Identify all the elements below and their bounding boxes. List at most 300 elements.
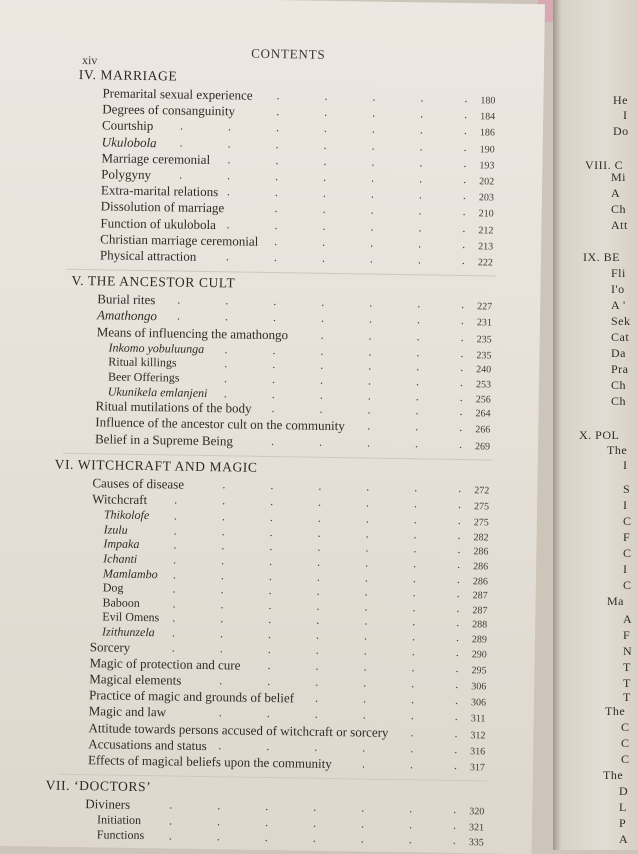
leader-dot: . xyxy=(271,372,276,387)
leader-dot: . xyxy=(176,308,181,323)
leader-dot: . xyxy=(224,342,228,357)
leader-dot: . xyxy=(463,139,467,154)
toc-entry-title: Influence of the ancestor cult on the community xyxy=(95,414,345,434)
leader-dot: . xyxy=(273,294,277,309)
leader-dot: . xyxy=(270,433,275,448)
leader-dot: . xyxy=(462,204,466,219)
leader-dot: . xyxy=(459,389,463,404)
facing-page-fragment: I'o xyxy=(611,282,625,296)
leader-dot: . xyxy=(322,202,326,217)
leader-dot: . xyxy=(320,327,324,342)
leader-dot: . xyxy=(216,829,220,844)
leader-dot: . xyxy=(463,123,468,138)
facing-page-fragment: S xyxy=(623,482,631,496)
facing-page-fragment: C xyxy=(621,736,630,750)
toc-page-number: 213 xyxy=(478,241,494,253)
leader-dot: . xyxy=(414,435,419,450)
toc-entry-title: Function of ukulobola xyxy=(100,214,217,232)
leader-dot: . xyxy=(364,570,369,585)
leader-dot: . xyxy=(454,725,458,740)
toc-page-number: 227 xyxy=(477,301,493,313)
facing-page-fragment: A xyxy=(619,832,629,846)
leader-dot: . xyxy=(408,832,412,847)
leader-dot: . xyxy=(419,171,423,186)
toc-entry-title: Impaka xyxy=(103,536,140,552)
leader-dot: . xyxy=(169,797,173,812)
leader-dot: . xyxy=(412,570,417,585)
facing-page-fragment: The xyxy=(603,768,624,782)
toc-entry-title: Ichanti xyxy=(103,551,138,566)
toc-entry-title: Sorcery xyxy=(89,638,131,655)
toc-page-number: 282 xyxy=(473,532,489,544)
leader-dot: . xyxy=(322,234,326,249)
toc-page-number: 316 xyxy=(470,745,486,758)
toc-entry-title: Dog xyxy=(102,580,124,595)
facing-page-fragment: T xyxy=(623,690,631,704)
toc-entry-title: Premarital sexual experience xyxy=(102,85,253,103)
leader-dot: . xyxy=(460,313,465,328)
leader-dot: . xyxy=(410,692,415,707)
toc-entry-title: Ritual mutilations of the body xyxy=(95,398,252,416)
leader-dot: . xyxy=(220,611,224,626)
leader-dot: . xyxy=(276,104,280,119)
leader-dot: . xyxy=(321,250,326,265)
leader-dot: . xyxy=(372,105,376,120)
leader-dot: . xyxy=(369,251,374,266)
toc-page-number: 184 xyxy=(480,111,496,123)
leader-dot: . xyxy=(267,657,271,672)
leader-dot: . xyxy=(460,329,464,344)
toc-page-number: 317 xyxy=(469,762,486,774)
facing-page-fragment: Ma xyxy=(607,594,624,608)
leader-dot: . xyxy=(274,233,278,248)
leader-dot: . xyxy=(218,738,222,753)
toc-page-number: 266 xyxy=(475,424,491,436)
facing-page-fragment: Ch xyxy=(611,394,627,408)
toc-page-number: 264 xyxy=(475,408,491,420)
leader-dot: . xyxy=(413,527,417,542)
facing-page-fragment: VIII. C xyxy=(585,158,624,172)
leader-dot: . xyxy=(317,540,321,555)
leader-dot: . xyxy=(227,168,231,183)
toc-entry-title: Practice of magic and grounds of belief xyxy=(88,687,295,706)
leader-dot: . xyxy=(418,203,422,218)
facing-page-fragment: A xyxy=(611,186,621,200)
facing-page-fragment: Do xyxy=(613,124,629,138)
toc-page-number: 320 xyxy=(469,806,485,818)
toc-entry-title: Amathongo xyxy=(96,307,158,324)
facing-page-fragment: L xyxy=(619,800,627,814)
leader-dot: . xyxy=(457,496,462,512)
leader-dot: . xyxy=(220,597,224,612)
leader-dot: . xyxy=(363,675,367,690)
leader-dot: . xyxy=(454,693,459,708)
leader-dot: . xyxy=(361,800,365,815)
leader-dot: . xyxy=(319,401,323,417)
toc-page-number: 321 xyxy=(468,822,485,834)
leader-dot: . xyxy=(368,358,372,373)
facing-page xyxy=(553,0,638,850)
leader-dot: . xyxy=(456,586,460,601)
leader-dot: . xyxy=(414,480,418,495)
toc-page-number: 287 xyxy=(472,590,488,602)
leader-dot: . xyxy=(269,524,273,539)
leader-dot: . xyxy=(420,106,424,121)
facing-page-fragment: C xyxy=(623,578,632,592)
leader-dot: . xyxy=(365,511,369,526)
toc-entry-title: Courtship xyxy=(101,117,154,134)
leader-dot: . xyxy=(456,615,460,630)
leader-dot: . xyxy=(225,293,229,308)
leader-dot: . xyxy=(168,813,173,828)
leader-dot: . xyxy=(219,673,223,688)
toc-entry-title: Thikolofe xyxy=(103,507,150,523)
toc-entry-title: Belief in a Supreme Being xyxy=(94,430,234,449)
leader-dot: . xyxy=(453,802,457,817)
leader-dot: . xyxy=(275,136,279,151)
leader-dot: . xyxy=(269,510,273,525)
toc-page-number: 212 xyxy=(478,224,494,237)
leader-dot: . xyxy=(218,705,222,720)
toc-entry-title: Functions xyxy=(96,827,145,843)
leader-dot: . xyxy=(217,798,221,813)
leader-dot: . xyxy=(460,360,464,375)
leader-dot: . xyxy=(172,581,176,596)
leader-dot: . xyxy=(179,135,183,150)
toc-entry-title: Causes of disease xyxy=(92,475,185,492)
leader-dot: . xyxy=(316,613,320,628)
toc-page-number: 235 xyxy=(476,350,492,362)
leader-dot: . xyxy=(266,706,270,721)
leader-dot: . xyxy=(370,219,374,234)
leader-dot: . xyxy=(179,118,184,133)
leader-dot: . xyxy=(316,598,320,613)
leader-dot: . xyxy=(264,815,269,830)
leader-dot: . xyxy=(216,814,221,829)
leader-dot: . xyxy=(415,419,419,434)
facing-page-fragment: T xyxy=(623,660,631,674)
leader-dot: . xyxy=(270,477,274,492)
leader-dot: . xyxy=(323,153,327,168)
leader-dot: . xyxy=(322,218,326,233)
leader-dot: . xyxy=(312,816,317,831)
facing-page-fragment: C xyxy=(621,720,630,734)
toc-page-number: 287 xyxy=(472,605,488,617)
leader-dot: . xyxy=(412,600,416,615)
leader-dot: . xyxy=(363,659,367,674)
leader-dot: . xyxy=(226,184,231,199)
leader-dot: . xyxy=(268,568,273,583)
toc-page-number: 269 xyxy=(474,440,491,453)
toc-page-number: 275 xyxy=(473,517,489,529)
leader-dot: . xyxy=(411,629,416,644)
facing-page-fragment: T xyxy=(623,676,631,690)
facing-page-fragment: I xyxy=(623,562,628,576)
facing-page-fragment: Ch xyxy=(611,378,627,392)
facing-page-fragment: P xyxy=(619,816,627,830)
toc-page-number: 180 xyxy=(480,95,496,107)
leader-dot: . xyxy=(409,801,413,816)
section-heading: V. THE ANCESTOR CULT xyxy=(71,273,236,291)
toc-page-number: 286 xyxy=(473,561,489,573)
leader-dot: . xyxy=(416,312,421,327)
toc-entry-title: Evil Omens xyxy=(102,609,160,625)
leader-dot: . xyxy=(362,740,366,755)
leader-dot: . xyxy=(313,799,317,814)
leader-dot: . xyxy=(219,626,224,641)
leader-dot: . xyxy=(221,538,225,553)
leader-dot: . xyxy=(316,583,320,599)
leader-dot: . xyxy=(268,612,272,627)
leader-dot: . xyxy=(364,584,368,599)
leader-dot: . xyxy=(457,542,461,557)
leader-dot: . xyxy=(416,359,420,374)
toc-entry-title: Extra-marital relations xyxy=(100,182,219,200)
leader-dot: . xyxy=(367,418,371,433)
leader-dot: . xyxy=(221,553,225,568)
leader-dot: . xyxy=(173,508,177,523)
toc-page-number: 290 xyxy=(471,648,487,661)
leader-dot: . xyxy=(452,832,456,847)
leader-dot: . xyxy=(419,138,423,153)
leader-dot: . xyxy=(271,401,275,416)
section-heading: VII. ‘DOCTORS’ xyxy=(45,777,152,795)
leader-dot: . xyxy=(227,152,231,167)
leader-dot: . xyxy=(459,404,463,419)
leader-dot: . xyxy=(462,236,466,251)
leader-dot: . xyxy=(417,296,421,311)
leader-dot: . xyxy=(416,345,420,360)
leader-dot: . xyxy=(455,629,460,645)
facing-page-fragment: N xyxy=(623,644,633,658)
toc-page-number: 240 xyxy=(476,364,492,376)
toc-page-number: 231 xyxy=(476,317,493,329)
leader-dot: . xyxy=(324,88,328,103)
toc-entry-title: Ritual killings xyxy=(108,354,177,370)
leader-dot: . xyxy=(410,741,414,756)
leader-dot: . xyxy=(371,170,375,185)
running-head: CONTENTS xyxy=(251,45,326,62)
leader-dot: . xyxy=(315,674,319,689)
leader-dot: . xyxy=(221,524,225,539)
leader-dot: . xyxy=(275,169,279,184)
leader-dot: . xyxy=(267,641,271,656)
leader-dot: . xyxy=(457,527,461,542)
leader-dot: . xyxy=(414,496,418,511)
toc-page-number: 288 xyxy=(472,619,488,631)
leader-dot: . xyxy=(319,387,323,402)
leader-dot: . xyxy=(320,343,324,358)
leader-dot: . xyxy=(318,434,323,449)
leader-dot: . xyxy=(461,253,466,268)
toc-page-number: 193 xyxy=(479,160,495,172)
leader-dot: . xyxy=(419,155,423,170)
leader-dot: . xyxy=(367,402,371,417)
leader-dot: . xyxy=(371,138,375,153)
leader-dot: . xyxy=(418,219,422,234)
leader-dot: . xyxy=(227,119,232,134)
leader-dot: . xyxy=(221,509,225,524)
leader-dot: . xyxy=(171,625,176,640)
facing-page-fragment: I xyxy=(623,498,628,512)
leader-dot: . xyxy=(272,342,276,357)
leader-dot: . xyxy=(316,569,321,584)
leader-dot: . xyxy=(360,816,365,831)
facing-page-fragment: A ' xyxy=(611,298,626,312)
toc-entry-title: Beer Offerings xyxy=(107,369,180,385)
leader-dot: . xyxy=(369,295,373,310)
leader-dot: . xyxy=(223,371,228,386)
toc-page-number: 210 xyxy=(478,208,494,220)
toc-entry-title: Ukulobola xyxy=(101,133,157,150)
facing-page-fragment: I xyxy=(623,108,628,122)
toc-entry-title: Baboon xyxy=(102,595,140,610)
leader-dot: . xyxy=(275,120,280,135)
toc-page-number: 256 xyxy=(475,393,491,406)
facing-page-fragment: D xyxy=(619,784,629,798)
toc-entry-title: Inkomo yobuluunga xyxy=(108,340,205,356)
facing-page-fragment: Cat xyxy=(611,330,630,344)
leader-dot: . xyxy=(319,372,324,387)
facing-page-fragment: X. POL xyxy=(579,428,620,442)
leader-dot: . xyxy=(370,186,375,201)
toc-page-number: 306 xyxy=(471,681,487,693)
toc-page-number: 311 xyxy=(470,713,486,725)
leader-dot: . xyxy=(368,344,372,359)
facing-page-fragment: Ch xyxy=(611,202,627,216)
toc-page-number: 335 xyxy=(468,837,484,849)
leader-dot: . xyxy=(172,567,177,582)
leader-dot: . xyxy=(172,596,176,611)
toc-entry-title: Polygyny xyxy=(101,166,152,183)
facing-page-fragment: Fli xyxy=(611,266,626,280)
toc-entry-title: Degrees of consanguinity xyxy=(102,101,236,119)
section-heading: IV. MARRIAGE xyxy=(78,66,178,84)
leader-dot: . xyxy=(370,235,374,250)
toc-page-number: 286 xyxy=(473,546,489,558)
leader-dot: . xyxy=(271,386,275,401)
facing-page-fragment: A xyxy=(623,612,633,626)
leader-dot: . xyxy=(179,167,183,182)
leader-dot: . xyxy=(464,91,468,106)
leader-dot: . xyxy=(222,477,226,492)
leader-dot: . xyxy=(224,309,229,324)
toc-page-number: 222 xyxy=(477,257,493,269)
leader-dot: . xyxy=(411,660,415,675)
toc-entry-title: Initiation xyxy=(96,812,142,828)
leader-dot: . xyxy=(365,555,369,570)
leader-dot: . xyxy=(274,185,279,200)
toc-entry-title: Izithunzela xyxy=(101,624,155,640)
facing-page-fragment: The xyxy=(605,704,626,718)
leader-dot: . xyxy=(457,556,461,572)
leader-dot: . xyxy=(173,523,177,538)
leader-dot: . xyxy=(312,830,316,845)
toc-entry-title: Effects of magical beliefs upon the community xyxy=(87,752,332,772)
facing-page-fragment: I xyxy=(623,458,628,472)
facing-page-fragment: F xyxy=(623,530,631,544)
leader-dot: . xyxy=(409,757,414,772)
leader-dot: . xyxy=(323,169,327,184)
leader-dot: . xyxy=(371,154,375,169)
toc-entry-title: Attitude towards persons accused of witchcraft or sorcery xyxy=(88,719,389,740)
leader-dot: . xyxy=(463,172,467,187)
leader-dot: . xyxy=(418,187,423,202)
toc-page-number: 312 xyxy=(470,729,486,742)
leader-dot: . xyxy=(413,541,417,556)
toc-entry-title: Magic and law xyxy=(88,703,167,720)
leader-dot: . xyxy=(314,690,319,705)
leader-dot: . xyxy=(365,540,369,555)
toc-entry-title: Magical elements xyxy=(89,671,182,688)
leader-dot: . xyxy=(372,89,376,104)
leader-dot: . xyxy=(324,105,328,120)
toc-entry-title: Diviners xyxy=(85,796,131,813)
toc-entry-title: Burial rites xyxy=(97,291,156,308)
leader-dot: . xyxy=(460,345,464,360)
facing-page-fragment: C xyxy=(623,514,632,528)
toc-entry-title: Ukunikela emlanjeni xyxy=(107,384,208,400)
leader-dot: . xyxy=(408,817,413,832)
leader-dot: . xyxy=(226,216,230,231)
leader-dot: . xyxy=(362,707,366,722)
leader-dot: . xyxy=(173,537,177,552)
leader-dot: . xyxy=(321,294,325,310)
leader-dot: . xyxy=(410,724,414,739)
leader-dot: . xyxy=(364,613,368,628)
leader-dot: . xyxy=(275,152,279,167)
facing-page-fragment: Da xyxy=(611,346,626,360)
leader-dot: . xyxy=(364,599,368,614)
leader-dot: . xyxy=(220,567,225,582)
leader-dot: . xyxy=(371,121,376,137)
facing-page-fragment: Sek xyxy=(611,314,631,328)
toc-page-number: 306 xyxy=(470,697,487,709)
toc-page-number: 253 xyxy=(475,379,492,391)
leader-dot: . xyxy=(413,556,417,571)
leader-dot: . xyxy=(363,643,367,658)
page-folio: xiv xyxy=(81,53,98,68)
facing-page-fragment: Att xyxy=(611,218,628,232)
leader-dot: . xyxy=(322,186,327,201)
leader-dot: . xyxy=(315,642,319,657)
facing-page-fragment: He xyxy=(613,93,628,107)
leader-dot: . xyxy=(452,818,457,833)
leader-dot: . xyxy=(416,328,420,343)
leader-dot: . xyxy=(362,691,367,706)
leader-dot: . xyxy=(219,640,223,655)
leader-dot: . xyxy=(411,676,415,691)
leader-dot: . xyxy=(272,310,277,325)
leader-dot: . xyxy=(267,627,272,642)
leader-dot: . xyxy=(413,512,417,527)
toc-page-number: 190 xyxy=(479,143,495,156)
leader-dot: . xyxy=(410,708,414,723)
leader-dot: . xyxy=(417,252,422,267)
facing-page-fragment: IX. BE xyxy=(583,250,620,264)
toc-entry-title: Means of influencing the amathongo xyxy=(96,323,289,342)
leader-dot: . xyxy=(168,828,172,843)
leader-dot: . xyxy=(320,311,325,326)
leader-dot: . xyxy=(411,643,415,658)
leader-dot: . xyxy=(318,494,322,509)
leader-dot: . xyxy=(171,640,175,655)
leader-dot: . xyxy=(370,202,374,218)
toc-page-number: 286 xyxy=(472,575,488,588)
leader-dot: . xyxy=(415,374,420,389)
toc-entry-title: Dissolution of marriage xyxy=(100,198,225,216)
leader-dot: . xyxy=(461,297,465,312)
